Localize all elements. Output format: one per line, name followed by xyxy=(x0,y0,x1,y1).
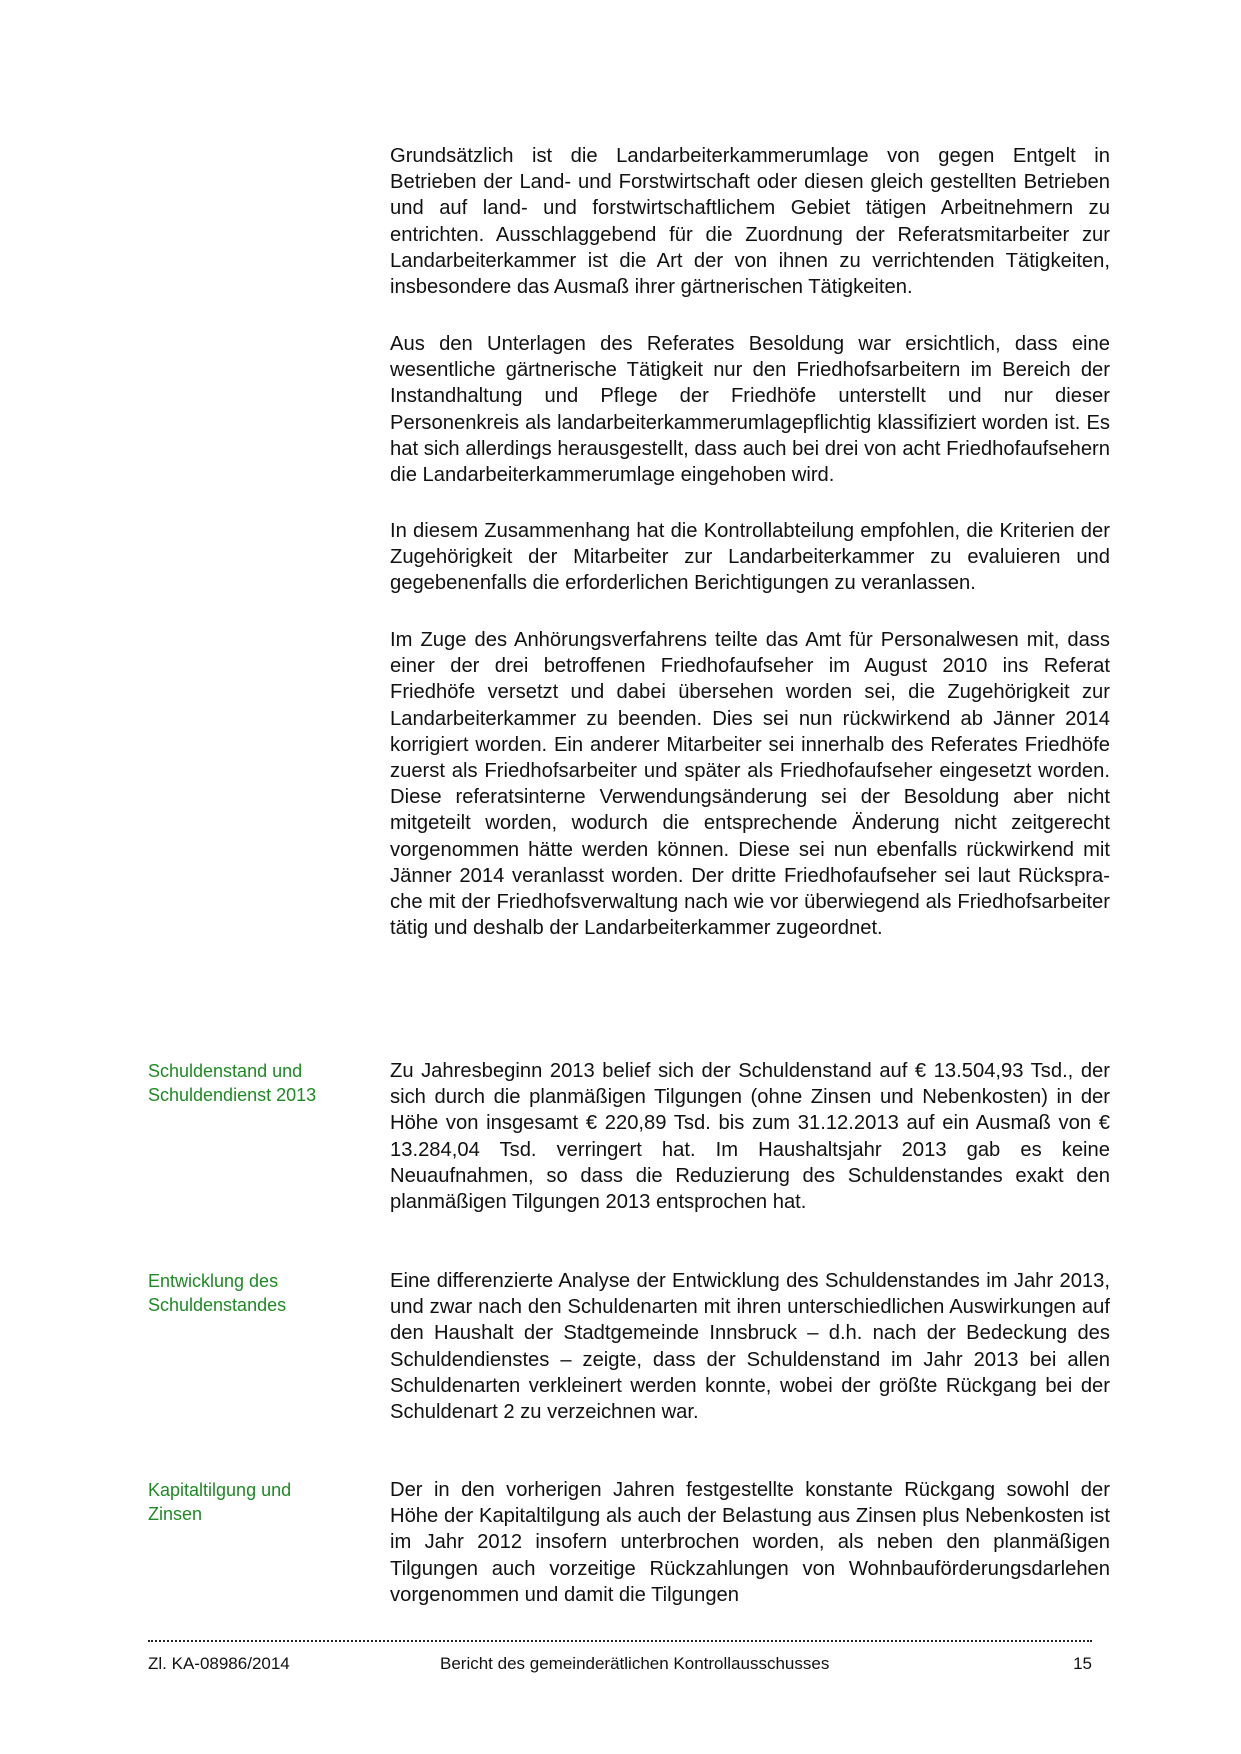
paragraph-text: Im Zuge des Anhörungsverfahrens teilte das Amt für Personalwesen mit, dass einer der drei betroffenen Friedhofaufseher im August 2010 ins Referat Friedhöfe versetzt und dabei übersehen worden sei, die Zugehörigkeit zur Landarbeiterkammer zu beenden. Dies sei nun rückwirkend ab Jänner 2014 korrigiert worden. Ein anderer Mitarbeiter sei innerhalb des Referates Friedhöfe zuerst als Friedhofsarbeiter und später als Friedhofaufseher eingesetzt worden. Diese referatsinterne Verwendungsänderung sei der Besoldung aber nicht mitgeteilt worden, wodurch die entsprechende Änderung nicht zeitgerecht vorgenommen hätte werden können. Diese sei nun ebenfalls rückwirkend mit Jänner 2014 veranlasst worden. Der dritte Friedhofaufseher sei laut Rücksprache mit der Friedhofsverwaltung nach wie vor überwiegend als Friedhofsarbeiter tätig und deshalb der Landarbeiterkammer zugeordnet. xyxy=(390,629,1110,940)
paragraph-text: Eine differenzierte Analyse der Entwicklung des Schuldenstandes im Jahr 2013, und zwar nach den Schuldenarten mit ihren unterschiedlichen Auswirkungen auf den Haushalt der Stadtgemeinde Innsbruck – d.h. nach der Bedeckung des Schuldendienstes – zeigte, dass der Schuldenstand im Jahr 2013 bei allen Schuldenarten verkleinert werden konnte, wobei der größte Rückgang bei der Schuldenart 2 zu verzeichnen war. xyxy=(390,1270,1110,1424)
side-heading-line: Schuldendienst 2013 xyxy=(148,1085,317,1105)
paragraph-text: Grundsätzlich ist die Landarbeiterkammerumlage von gegen Entgelt in Betrieben der Land- und Forstwirtschaft oder diesen gleich gestellten Betrieben und auf land- und forstwirtschaftlichem Gebiet tätigen Arbeitnehmern zu entrichten. Ausschlaggebend für die Zuordnung der Referatsmitarbeiter zur Landarbeiterkammer ist die Art der von ihnen zu verrichtenden Tätigkeiten, insbesondere das Ausmaß ihrer gärtnerischen Tätigkeiten. xyxy=(390,145,1110,299)
side-heading-line: Schuldenstandes xyxy=(148,1295,287,1315)
footer-title: Bericht des gemeinderätlichen Kontrollausschusses xyxy=(440,1654,830,1673)
paragraph-anhoerungsverfahren xyxy=(390,627,1110,941)
paragraph-kapitaltilgung xyxy=(390,1477,1110,1608)
paragraph-schuldenstand xyxy=(390,1058,1110,1215)
footer-reference: Zl. KA-08986/2014 xyxy=(148,1654,290,1673)
side-heading-entwicklung xyxy=(148,1269,368,1317)
paragraph-text: Der in den vorherigen Jahren festgestellte konstante Rückgang sowohl der Höhe der Kapitaltilgung als auch der Belastung aus Zinsen plus Nebenkosten ist im Jahr 2012 insofern unterbrochen worden, als neben den planmäßigen Tilgungen auch vorzeitige Rückzahlungen von Wohnbauförderungsdarlehen vorgenommen und damit die Tilgungen xyxy=(390,1479,1110,1606)
paragraph-text: Zu Jahresbeginn 2013 belief sich der Schuldenstand auf € 13.504,93 Tsd., der sich durch die planmäßigen Tilgungen (ohne Zinsen und Nebenkosten) in der Höhe von insgesamt € 220,89 Tsd. bis zum 31.12.2013 auf ein Ausmaß von € 13.284,04 Tsd. verringert hat. Im Haushaltsjahr 2013 gab es keine Neuaufnahmen, so dass die Reduzierung des Schuldenstandes exakt den planmäßigen Tilgungen 2013 entsprochen hat. xyxy=(390,1060,1110,1214)
side-heading-line: Kapitaltilgung und xyxy=(148,1480,292,1500)
side-heading-line: Zinsen xyxy=(148,1504,203,1524)
paragraph-entwicklung xyxy=(390,1268,1110,1425)
side-heading-line: Schuldenstand und xyxy=(148,1061,303,1081)
paragraph-landarbeiterkammerumlage xyxy=(390,143,1110,300)
paragraph-empfehlung xyxy=(390,518,1110,597)
paragraph-besoldung-unterlagen xyxy=(390,331,1110,488)
page-footer xyxy=(148,1654,1092,1678)
side-heading-line: Entwicklung des xyxy=(148,1271,279,1291)
side-heading-schuldenstand xyxy=(148,1059,368,1107)
page-number: 15 xyxy=(1073,1654,1092,1673)
paragraph-text: Aus den Unterlagen des Referates Besoldung war ersichtlich, dass eine wesentliche gärtnerische Tätigkeit nur den Friedhofsarbeitern im Bereich der Instandhaltung und Pflege der Friedhöfe unterstellt und nur dieser Personenkreis als landarbeiterkammerumlagepflichtig klassifiziert worden ist. Es hat sich allerdings herausgestellt, dass auch bei drei von acht Friedhofaufsehern die Landarbeiterkammerumlage eingehoben wird. xyxy=(390,333,1110,487)
side-heading-kapitaltilgung xyxy=(148,1478,368,1526)
paragraph-text: In diesem Zusammenhang hat die Kontrollabteilung empfohlen, die Kriterien der Zugehörigkeit der Mitarbeiter zur Landarbeiterkammer zu evaluieren und gegebenenfalls die erforderlichen Berichtigungen zu veranlassen. xyxy=(390,520,1110,595)
footer-dotted-rule xyxy=(148,1640,1092,1642)
